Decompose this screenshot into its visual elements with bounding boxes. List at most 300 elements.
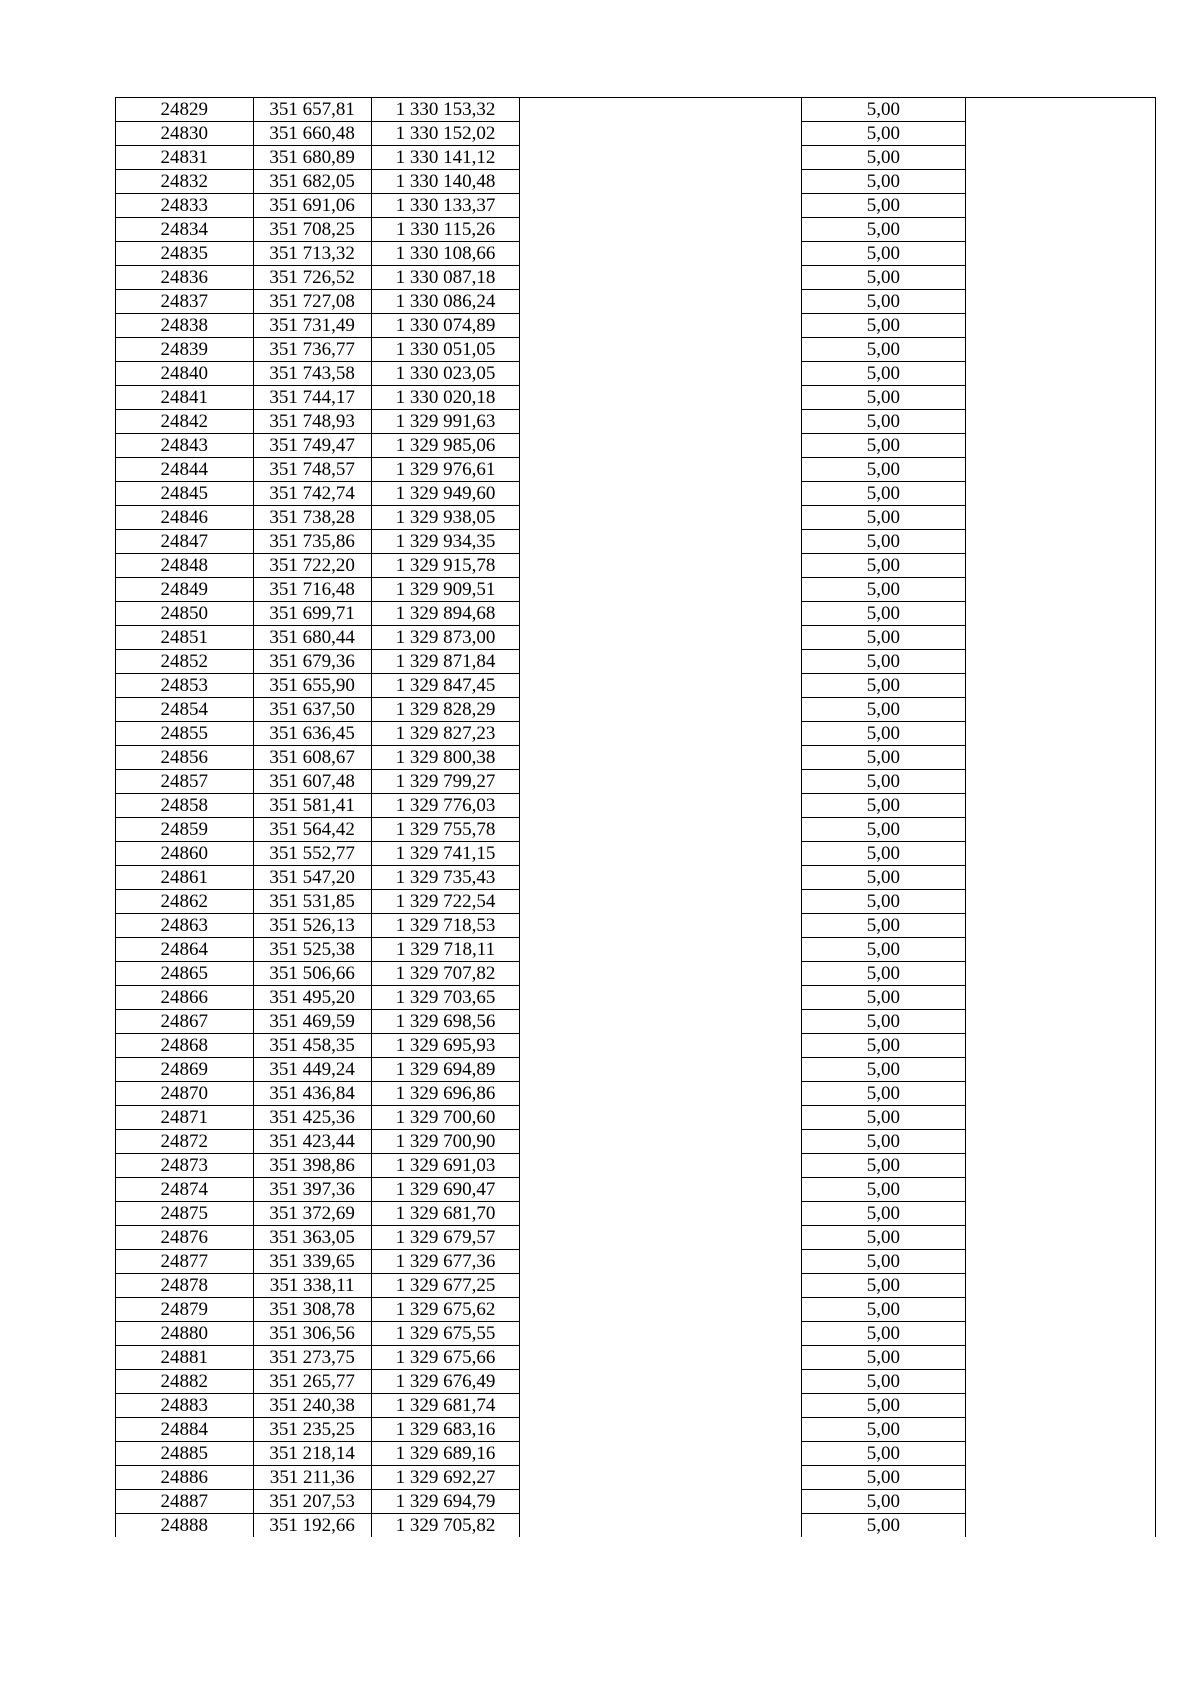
x-coordinate-cell: 351 306,56 (253, 1322, 371, 1346)
note-cell (966, 698, 1156, 722)
point-number-cell: 24866 (116, 986, 254, 1010)
y-coordinate-cell: 1 330 141,12 (371, 146, 520, 170)
point-number-cell: 24870 (116, 1082, 254, 1106)
value-cell: 5,00 (801, 530, 965, 554)
y-coordinate-cell: 1 330 051,05 (371, 338, 520, 362)
x-coordinate-cell: 351 748,93 (253, 410, 371, 434)
value-cell: 5,00 (801, 1058, 965, 1082)
y-coordinate-cell: 1 330 074,89 (371, 314, 520, 338)
note-cell (966, 1010, 1156, 1034)
description-cell (520, 506, 801, 530)
point-number-cell: 24881 (116, 1346, 254, 1370)
note-cell (966, 1250, 1156, 1274)
y-coordinate-cell: 1 329 683,16 (371, 1418, 520, 1442)
point-number-cell: 24851 (116, 626, 254, 650)
x-coordinate-cell: 351 680,89 (253, 146, 371, 170)
y-coordinate-cell: 1 329 800,38 (371, 746, 520, 770)
value-cell: 5,00 (801, 290, 965, 314)
x-coordinate-cell: 351 727,08 (253, 290, 371, 314)
note-cell (966, 1298, 1156, 1322)
value-cell: 5,00 (801, 266, 965, 290)
description-cell (520, 986, 801, 1010)
y-coordinate-cell: 1 329 690,47 (371, 1178, 520, 1202)
x-coordinate-cell: 351 748,57 (253, 458, 371, 482)
table-row (116, 434, 1156, 458)
description-cell (520, 170, 801, 194)
value-cell: 5,00 (801, 410, 965, 434)
table-row (116, 1346, 1156, 1370)
note-cell (966, 338, 1156, 362)
table-row (116, 122, 1156, 146)
point-number-cell: 24833 (116, 194, 254, 218)
table-row (116, 1274, 1156, 1298)
note-cell (966, 1058, 1156, 1082)
note-cell (966, 1154, 1156, 1178)
value-cell: 5,00 (801, 1346, 965, 1370)
table-row (116, 626, 1156, 650)
x-coordinate-cell: 351 716,48 (253, 578, 371, 602)
x-coordinate-cell: 351 338,11 (253, 1274, 371, 1298)
note-cell (966, 1178, 1156, 1202)
note-cell (966, 578, 1156, 602)
description-cell (520, 1394, 801, 1418)
value-cell: 5,00 (801, 1274, 965, 1298)
note-cell (966, 458, 1156, 482)
value-cell: 5,00 (801, 506, 965, 530)
table-row (116, 1034, 1156, 1058)
description-cell (520, 218, 801, 242)
table-row (116, 698, 1156, 722)
table-row (116, 1010, 1156, 1034)
value-cell: 5,00 (801, 1010, 965, 1034)
x-coordinate-cell: 351 552,77 (253, 842, 371, 866)
note-cell (966, 722, 1156, 746)
note-cell (966, 1394, 1156, 1418)
point-number-cell: 24854 (116, 698, 254, 722)
x-coordinate-cell: 351 636,45 (253, 722, 371, 746)
x-coordinate-cell: 351 713,32 (253, 242, 371, 266)
y-coordinate-cell: 1 329 991,63 (371, 410, 520, 434)
y-coordinate-cell: 1 329 675,62 (371, 1298, 520, 1322)
table-row (116, 1370, 1156, 1394)
note-cell (966, 410, 1156, 434)
table-row (116, 314, 1156, 338)
x-coordinate-cell: 351 722,20 (253, 554, 371, 578)
table-row (116, 1082, 1156, 1106)
x-coordinate-cell: 351 425,36 (253, 1106, 371, 1130)
value-cell: 5,00 (801, 578, 965, 602)
value-cell: 5,00 (801, 818, 965, 842)
value-cell: 5,00 (801, 626, 965, 650)
y-coordinate-cell: 1 329 915,78 (371, 554, 520, 578)
y-coordinate-cell: 1 329 681,70 (371, 1202, 520, 1226)
table-row (116, 914, 1156, 938)
point-number-cell: 24846 (116, 506, 254, 530)
value-cell: 5,00 (801, 866, 965, 890)
y-coordinate-cell: 1 329 799,27 (371, 770, 520, 794)
note-cell (966, 650, 1156, 674)
note-cell (966, 1442, 1156, 1466)
value-cell: 5,00 (801, 1202, 965, 1226)
y-coordinate-cell: 1 330 140,48 (371, 170, 520, 194)
y-coordinate-cell: 1 329 691,03 (371, 1154, 520, 1178)
x-coordinate-cell: 351 679,36 (253, 650, 371, 674)
note-cell (966, 1418, 1156, 1442)
point-number-cell: 24834 (116, 218, 254, 242)
note-cell (966, 554, 1156, 578)
note-cell (966, 866, 1156, 890)
point-number-cell: 24877 (116, 1250, 254, 1274)
y-coordinate-cell: 1 330 153,32 (371, 98, 520, 122)
description-cell (520, 1034, 801, 1058)
table-row (116, 290, 1156, 314)
value-cell: 5,00 (801, 1298, 965, 1322)
note-cell (966, 746, 1156, 770)
y-coordinate-cell: 1 329 677,36 (371, 1250, 520, 1274)
note-cell (966, 170, 1156, 194)
y-coordinate-cell: 1 329 679,57 (371, 1226, 520, 1250)
description-cell (520, 1418, 801, 1442)
coordinates-table (115, 97, 1156, 1537)
description-cell (520, 866, 801, 890)
description-cell (520, 578, 801, 602)
x-coordinate-cell: 351 735,86 (253, 530, 371, 554)
note-cell (966, 602, 1156, 626)
y-coordinate-cell: 1 329 700,90 (371, 1130, 520, 1154)
point-number-cell: 24845 (116, 482, 254, 506)
note-cell (966, 1226, 1156, 1250)
y-coordinate-cell: 1 329 696,86 (371, 1082, 520, 1106)
description-cell (520, 410, 801, 434)
value-cell: 5,00 (801, 986, 965, 1010)
value-cell: 5,00 (801, 1178, 965, 1202)
x-coordinate-cell: 351 657,81 (253, 98, 371, 122)
description-cell (520, 698, 801, 722)
value-cell: 5,00 (801, 1466, 965, 1490)
note-cell (966, 146, 1156, 170)
y-coordinate-cell: 1 329 700,60 (371, 1106, 520, 1130)
description-cell (520, 482, 801, 506)
x-coordinate-cell: 351 564,42 (253, 818, 371, 842)
note-cell (966, 962, 1156, 986)
point-number-cell: 24842 (116, 410, 254, 434)
y-coordinate-cell: 1 329 695,93 (371, 1034, 520, 1058)
table-row (116, 578, 1156, 602)
x-coordinate-cell: 351 458,35 (253, 1034, 371, 1058)
value-cell: 5,00 (801, 698, 965, 722)
point-number-cell: 24867 (116, 1010, 254, 1034)
x-coordinate-cell: 351 339,65 (253, 1250, 371, 1274)
point-number-cell: 24872 (116, 1130, 254, 1154)
table-row (116, 938, 1156, 962)
description-cell (520, 1346, 801, 1370)
y-coordinate-cell: 1 329 703,65 (371, 986, 520, 1010)
point-number-cell: 24868 (116, 1034, 254, 1058)
x-coordinate-cell: 351 637,50 (253, 698, 371, 722)
y-coordinate-cell: 1 329 692,27 (371, 1466, 520, 1490)
point-number-cell: 24856 (116, 746, 254, 770)
description-cell (520, 530, 801, 554)
x-coordinate-cell: 351 449,24 (253, 1058, 371, 1082)
point-number-cell: 24840 (116, 362, 254, 386)
value-cell: 5,00 (801, 1418, 965, 1442)
note-cell (966, 986, 1156, 1010)
point-number-cell: 24880 (116, 1322, 254, 1346)
x-coordinate-cell: 351 526,13 (253, 914, 371, 938)
value-cell: 5,00 (801, 602, 965, 626)
table-row (116, 842, 1156, 866)
value-cell: 5,00 (801, 1490, 965, 1514)
x-coordinate-cell: 351 192,66 (253, 1514, 371, 1538)
point-number-cell: 24873 (116, 1154, 254, 1178)
value-cell: 5,00 (801, 338, 965, 362)
description-cell (520, 98, 801, 122)
value-cell: 5,00 (801, 794, 965, 818)
table-row (116, 530, 1156, 554)
point-number-cell: 24855 (116, 722, 254, 746)
table-row (116, 1490, 1156, 1514)
point-number-cell: 24863 (116, 914, 254, 938)
value-cell: 5,00 (801, 314, 965, 338)
note-cell (966, 818, 1156, 842)
point-number-cell: 24876 (116, 1226, 254, 1250)
table-row (116, 602, 1156, 626)
value-cell: 5,00 (801, 1082, 965, 1106)
y-coordinate-cell: 1 329 707,82 (371, 962, 520, 986)
x-coordinate-cell: 351 749,47 (253, 434, 371, 458)
y-coordinate-cell: 1 330 087,18 (371, 266, 520, 290)
description-cell (520, 434, 801, 458)
x-coordinate-cell: 351 423,44 (253, 1130, 371, 1154)
note-cell (966, 1130, 1156, 1154)
y-coordinate-cell: 1 329 827,23 (371, 722, 520, 746)
value-cell: 5,00 (801, 842, 965, 866)
value-cell: 5,00 (801, 1322, 965, 1346)
x-coordinate-cell: 351 731,49 (253, 314, 371, 338)
value-cell: 5,00 (801, 938, 965, 962)
point-number-cell: 24857 (116, 770, 254, 794)
point-number-cell: 24861 (116, 866, 254, 890)
table-row (116, 506, 1156, 530)
table-row (116, 1322, 1156, 1346)
table-row (116, 1418, 1156, 1442)
description-cell (520, 626, 801, 650)
note-cell (966, 194, 1156, 218)
description-cell (520, 674, 801, 698)
y-coordinate-cell: 1 329 722,54 (371, 890, 520, 914)
y-coordinate-cell: 1 329 676,49 (371, 1370, 520, 1394)
point-number-cell: 24848 (116, 554, 254, 578)
description-cell (520, 890, 801, 914)
description-cell (520, 290, 801, 314)
value-cell: 5,00 (801, 746, 965, 770)
value-cell: 5,00 (801, 146, 965, 170)
y-coordinate-cell: 1 329 741,15 (371, 842, 520, 866)
y-coordinate-cell: 1 329 718,53 (371, 914, 520, 938)
value-cell: 5,00 (801, 194, 965, 218)
point-number-cell: 24864 (116, 938, 254, 962)
x-coordinate-cell: 351 363,05 (253, 1226, 371, 1250)
x-coordinate-cell: 351 265,77 (253, 1370, 371, 1394)
point-number-cell: 24843 (116, 434, 254, 458)
note-cell (966, 1370, 1156, 1394)
description-cell (520, 1010, 801, 1034)
value-cell: 5,00 (801, 434, 965, 458)
table-row (116, 98, 1156, 122)
value-cell: 5,00 (801, 722, 965, 746)
description-cell (520, 1250, 801, 1274)
description-cell (520, 722, 801, 746)
note-cell (966, 242, 1156, 266)
value-cell: 5,00 (801, 218, 965, 242)
table-row (116, 794, 1156, 818)
note-cell (966, 1322, 1156, 1346)
description-cell (520, 1130, 801, 1154)
x-coordinate-cell: 351 708,25 (253, 218, 371, 242)
note-cell (966, 434, 1156, 458)
point-number-cell: 24883 (116, 1394, 254, 1418)
note-cell (966, 1274, 1156, 1298)
point-number-cell: 24871 (116, 1106, 254, 1130)
table-row (116, 1394, 1156, 1418)
point-number-cell: 24884 (116, 1418, 254, 1442)
table-row (116, 146, 1156, 170)
note-cell (966, 1490, 1156, 1514)
note-cell (966, 218, 1156, 242)
value-cell: 5,00 (801, 1130, 965, 1154)
description-cell (520, 1442, 801, 1466)
y-coordinate-cell: 1 330 020,18 (371, 386, 520, 410)
note-cell (966, 842, 1156, 866)
description-cell (520, 1490, 801, 1514)
value-cell: 5,00 (801, 170, 965, 194)
point-number-cell: 24869 (116, 1058, 254, 1082)
y-coordinate-cell: 1 329 776,03 (371, 794, 520, 818)
table-row (116, 986, 1156, 1010)
value-cell: 5,00 (801, 242, 965, 266)
y-coordinate-cell: 1 329 909,51 (371, 578, 520, 602)
point-number-cell: 24853 (116, 674, 254, 698)
description-cell (520, 194, 801, 218)
table-row (116, 1178, 1156, 1202)
x-coordinate-cell: 351 525,38 (253, 938, 371, 962)
x-coordinate-cell: 351 691,06 (253, 194, 371, 218)
value-cell: 5,00 (801, 1442, 965, 1466)
value-cell: 5,00 (801, 1226, 965, 1250)
table-row (116, 722, 1156, 746)
note-cell (966, 386, 1156, 410)
point-number-cell: 24836 (116, 266, 254, 290)
y-coordinate-cell: 1 329 689,16 (371, 1442, 520, 1466)
y-coordinate-cell: 1 329 976,61 (371, 458, 520, 482)
y-coordinate-cell: 1 329 949,60 (371, 482, 520, 506)
description-cell (520, 1058, 801, 1082)
note-cell (966, 362, 1156, 386)
description-cell (520, 1298, 801, 1322)
y-coordinate-cell: 1 329 694,79 (371, 1490, 520, 1514)
description-cell (520, 458, 801, 482)
description-cell (520, 362, 801, 386)
point-number-cell: 24850 (116, 602, 254, 626)
table-row (116, 362, 1156, 386)
note-cell (966, 626, 1156, 650)
description-cell (520, 1082, 801, 1106)
description-cell (520, 1178, 801, 1202)
y-coordinate-cell: 1 329 694,89 (371, 1058, 520, 1082)
y-coordinate-cell: 1 329 847,45 (371, 674, 520, 698)
y-coordinate-cell: 1 330 086,24 (371, 290, 520, 314)
description-cell (520, 1226, 801, 1250)
note-cell (966, 938, 1156, 962)
point-number-cell: 24887 (116, 1490, 254, 1514)
x-coordinate-cell: 351 660,48 (253, 122, 371, 146)
description-cell (520, 146, 801, 170)
point-number-cell: 24862 (116, 890, 254, 914)
y-coordinate-cell: 1 329 681,74 (371, 1394, 520, 1418)
description-cell (520, 1466, 801, 1490)
table-row (116, 1514, 1156, 1538)
note-cell (966, 794, 1156, 818)
point-number-cell: 24885 (116, 1442, 254, 1466)
value-cell: 5,00 (801, 1394, 965, 1418)
description-cell (520, 770, 801, 794)
table-row (116, 746, 1156, 770)
y-coordinate-cell: 1 329 718,11 (371, 938, 520, 962)
value-cell: 5,00 (801, 1106, 965, 1130)
point-number-cell: 24860 (116, 842, 254, 866)
value-cell: 5,00 (801, 458, 965, 482)
value-cell: 5,00 (801, 914, 965, 938)
y-coordinate-cell: 1 329 675,66 (371, 1346, 520, 1370)
value-cell: 5,00 (801, 362, 965, 386)
y-coordinate-cell: 1 330 023,05 (371, 362, 520, 386)
table-row (116, 962, 1156, 986)
table-row (116, 482, 1156, 506)
description-cell (520, 914, 801, 938)
point-number-cell: 24886 (116, 1466, 254, 1490)
coordinates-table-body (116, 98, 1156, 1538)
value-cell: 5,00 (801, 890, 965, 914)
y-coordinate-cell: 1 329 677,25 (371, 1274, 520, 1298)
table-row (116, 1466, 1156, 1490)
x-coordinate-cell: 351 469,59 (253, 1010, 371, 1034)
table-row (116, 170, 1156, 194)
table-row (116, 818, 1156, 842)
value-cell: 5,00 (801, 1370, 965, 1394)
note-cell (966, 1346, 1156, 1370)
y-coordinate-cell: 1 329 828,29 (371, 698, 520, 722)
x-coordinate-cell: 351 397,36 (253, 1178, 371, 1202)
note-cell (966, 1082, 1156, 1106)
description-cell (520, 1514, 801, 1538)
x-coordinate-cell: 351 607,48 (253, 770, 371, 794)
x-coordinate-cell: 351 744,17 (253, 386, 371, 410)
point-number-cell: 24835 (116, 242, 254, 266)
note-cell (966, 1202, 1156, 1226)
table-row (116, 1226, 1156, 1250)
description-cell (520, 314, 801, 338)
description-cell (520, 842, 801, 866)
point-number-cell: 24832 (116, 170, 254, 194)
description-cell (520, 1274, 801, 1298)
table-row (116, 890, 1156, 914)
x-coordinate-cell: 351 699,71 (253, 602, 371, 626)
table-row (116, 194, 1156, 218)
x-coordinate-cell: 351 240,38 (253, 1394, 371, 1418)
table-row (116, 770, 1156, 794)
x-coordinate-cell: 351 743,58 (253, 362, 371, 386)
table-row (116, 1250, 1156, 1274)
